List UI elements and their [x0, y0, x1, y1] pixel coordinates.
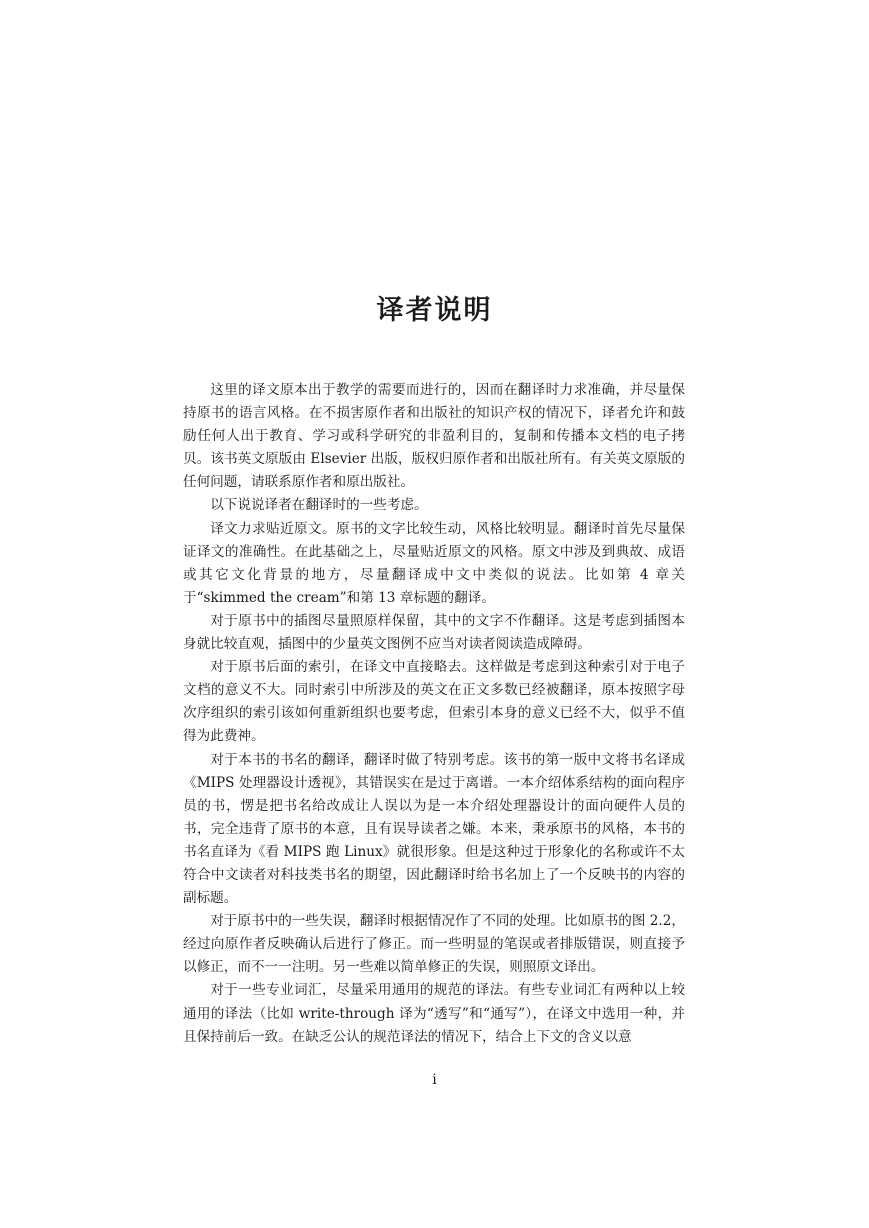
paragraph-faithful-translation: 译文力求贴近原文。原书的文字比较生动，风格比较明显。翻译时首先尽量保证译文的准确性。在此基础之上，尽量贴近原文的风格。原文中涉及到典故、成语或其它文化背景的地方，尽量翻译成中文中类似的说法。比如第 4 章关于“skimmed the cream”和第 13 章标题的翻译。 — [183, 520, 685, 606]
paragraph-errata: 对于原书中的一些失误，翻译时根据情况作了不同的处理。比如原书的图 2.2，经过向原作者反映确认后进行了修正。而一些明显的笔误或者排版错误，则直接予以修正，而不一一注明。另一些难以简单修正的失误，则照原文译出。 — [183, 913, 685, 976]
paragraph-copyright-notice: 这里的译文原本出于教学的需要而进行的，因而在翻译时力求准确，并尽量保持原书的语言风格。在不损害原作者和出版社的知识产权的情况下，译者允许和鼓励任何人出于教育、学习或科学研究的非盈利目的，复制和传播本文档的电子拷贝。该书英文原版由 Elsevier 出版，版权归原作者和出版社所有。有关英文原版的任何问题，请联系原作者和原出版社。 — [183, 382, 685, 491]
paragraph-index: 对于原书后面的索引，在译文中直接略去。这样做是考虑到这种索引对于电子文档的意义不大。同时索引中所涉及的英文在正文多数已经被翻译，原本按照字母次序组织的索引该如何重新组织也要考虑，但索引本身的意义已经不大，似乎不值得为此费神。 — [183, 659, 685, 745]
paragraph-terminology: 对于一些专业词汇，尽量采用通用的规范的译法。有些专业词汇有两种以上较通用的译法（比如 write-through 译为“透写”和“通写”），在译文中选用一种，并且保持前后一致。在缺乏公认的规范译法的情况下，结合上下文的含义以意 — [183, 982, 685, 1045]
page-title: 译者说明 — [376, 295, 493, 326]
paragraph-book-title: 对于本书的书名的翻译，翻译时做了特别考虑。该书的第一版中文将书名译成《MIPS 处理器设计透视》，其错误实在是过于离谱。一本介绍体系结构的面向程序员的书，愣是把书名给改成让人误以为是一本介绍处理器设计的面向硬件人员的书，完全违背了原书的本意，且有误导读者之嫌。本来，秉承原书的风格，本书的书名直译为《看 MIPS 跑 Linux》就很形象。但是这种过于形象化的名称或许不太符合中文读者对科技类书名的期望，因此翻译时给书名加上了一个反映书的内容的副标题。 — [183, 751, 685, 907]
page-number: i — [432, 1072, 437, 1088]
paragraph-figures: 对于原书中的插图尽量照原样保留，其中的文字不作翻译。这是考虑到插图本身就比较直观，插图中的少量英文图例不应当对读者阅读造成障碍。 — [183, 612, 685, 653]
body-text — [183, 379, 685, 1049]
paragraph-considerations-intro: 以下说说译者在翻译时的一些考虑。 — [210, 497, 428, 514]
